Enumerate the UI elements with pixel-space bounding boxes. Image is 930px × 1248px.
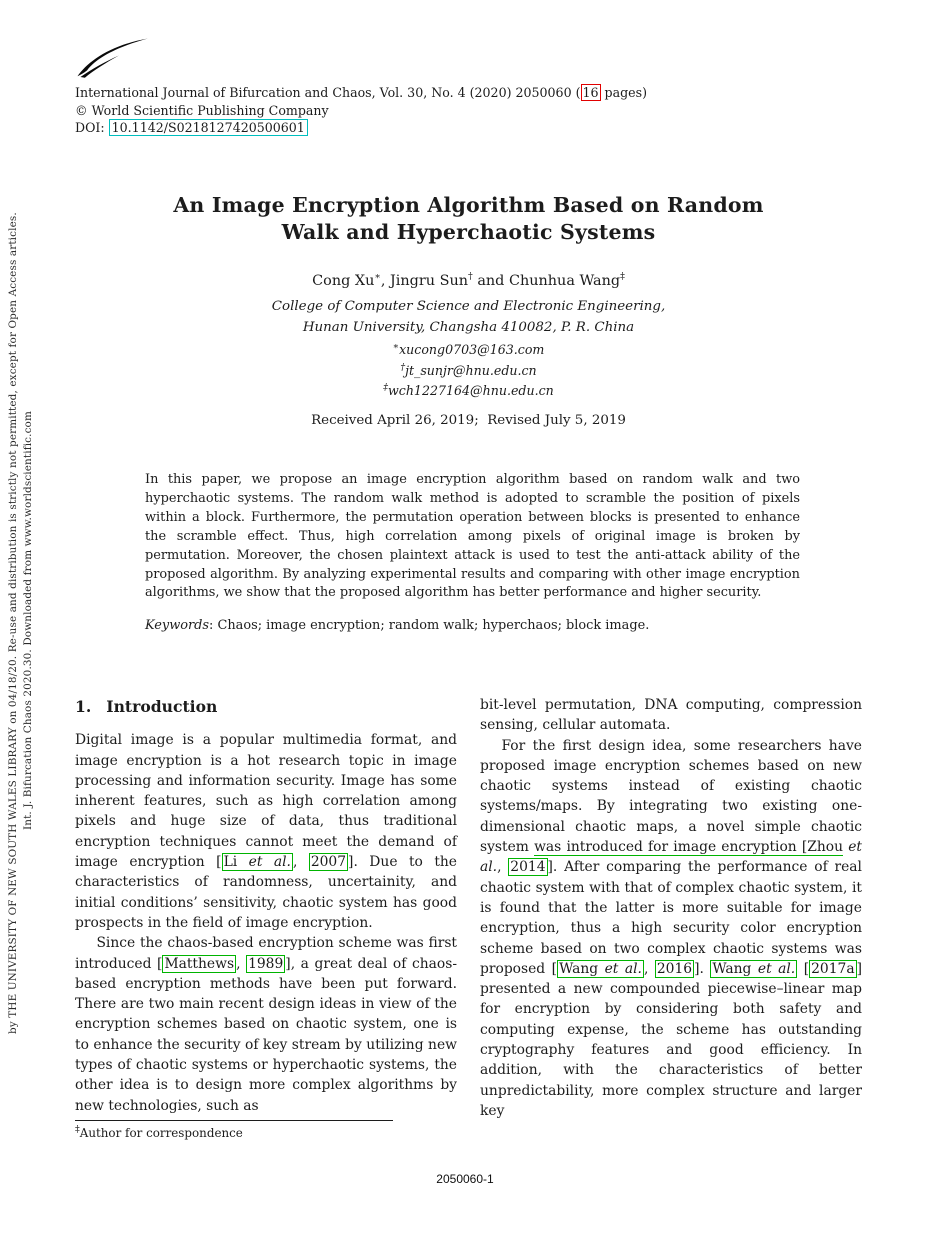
- text-segment: ,: [236, 955, 247, 972]
- paper-title-line-1: An Image Encryption Algorithm Based on Random: [173, 193, 764, 217]
- copyright-line: © World Scientific Publishing Company: [75, 102, 329, 118]
- body-column-right: [480, 695, 862, 1121]
- citation-link[interactable]: 2007: [310, 854, 347, 871]
- author-3-mark: ‡: [620, 271, 625, 283]
- section-1-heading: [75, 697, 457, 717]
- body-paragraph: [480, 695, 862, 736]
- footnote-text: Author for correspondence: [79, 1126, 243, 1140]
- paper-title-line-2: Walk and Hyperchaotic Systems: [281, 219, 656, 244]
- citation-link[interactable]: 2014: [510, 859, 546, 876]
- world-scientific-logo-icon: [76, 36, 150, 81]
- section-1-title: Introduction: [106, 697, 218, 716]
- citation-link[interactable]: 2016: [656, 960, 693, 977]
- journal-info-post: pages): [600, 85, 648, 100]
- abstract-text: In this paper, we propose an image encryption algorithm based on random walk and two hyperchaotic systems. The random walk method is adopted to scramble the position of pixels within a block. Furthermore, the permutation operation between blocks is presented to enhance the scramble effect. Thus, high correlation among pixels of original image is broken by permutation. Moreover, the chosen plaintext attack is used to test the anti-attack ability of the proposed algorithm. By analyzing experimental results and comparing with other image encryption algorithms, we show that the proposed algorithm has better performance and higher security.: [145, 472, 800, 601]
- correspondence-footnote: [75, 1120, 393, 1140]
- text-segment: bit-level permutation, DNA computing, compression sensing, cellular automata.: [480, 697, 862, 734]
- author-separator: ,: [380, 273, 391, 289]
- text-segment: [: [797, 960, 810, 977]
- text-segment: ]. Due to the characteristics of randomness, uncertainity, and initial conditions’ sensitivity, chaotic system has good prospects in the field of image encryption.: [75, 854, 457, 931]
- journal-info-pre: International Journal of Bifurcation and Chaos, Vol. 30, No. 4 (2020) 2050060 (: [75, 85, 581, 100]
- body-paragraph: [480, 736, 862, 1122]
- journal-info-line: [75, 84, 647, 102]
- citation-link[interactable]: et al.: [248, 854, 291, 871]
- citation-link[interactable]: et al.: [757, 960, 796, 977]
- affiliation-line-2: Hunan University, Changsha 410082, P. R. China: [302, 319, 635, 335]
- text-segment: ] presented a new compounded piecewise–linear map for encryption by considering both safety and computing expense, the scheme has outstanding cryptography features and good efficiency. In addition, with the characteristics of better unpredictability, more complex structure and larger key: [480, 960, 863, 1119]
- text-segment: ,: [292, 854, 309, 871]
- citation-link[interactable]: Li: [223, 854, 249, 871]
- keywords-line: [145, 618, 800, 633]
- received-line: Received April 26, 2019; Revised July 5, 2019: [311, 413, 626, 428]
- email-line-1: [75, 340, 862, 361]
- citation-link: was introduced for image encryption [Zhou: [534, 839, 844, 856]
- text-segment: et al.: [480, 839, 862, 876]
- section-1-number: 1.: [75, 697, 92, 716]
- doi-label: DOI:: [75, 120, 109, 135]
- text-segment: Digital image is a popular multimedia format, and image encryption is a hot research topic in image processing and information security. Image has some inherent features, such as high correlation among pixels and huge size of data, thus traditional encryption techniques cannot meet the demand of image encryption [: [75, 732, 457, 871]
- page-number: 2050060-1: [436, 1172, 494, 1186]
- email-3-mark: ‡: [383, 381, 388, 393]
- pages-count-link[interactable]: 16: [582, 85, 599, 100]
- body-paragraph: [75, 730, 457, 933]
- footnote-mark: ‡: [75, 1124, 80, 1136]
- citation-link[interactable]: Matthews: [164, 955, 235, 972]
- doi-line: [75, 119, 647, 137]
- citation-link[interactable]: Wang: [559, 960, 605, 977]
- citation-link[interactable]: et al.: [604, 960, 642, 977]
- authors-line: [75, 273, 862, 289]
- email-1-address: xucong0703@163.com: [399, 342, 545, 357]
- affiliation-line-1: College of Computer Science and Electronic Engineering,: [271, 299, 666, 314]
- body-column-left: [75, 695, 457, 1116]
- keywords-list: : Chaos; image encryption; random walk; hyperchaos; block image.: [209, 618, 650, 633]
- email-line-2: [75, 361, 862, 382]
- keywords-label: Keywords: [145, 618, 210, 633]
- text-segment: For the first design idea, some researchers have proposed image encryption schemes based on new chaotic systems instead of existing chaotic systems/maps. By integrating two existing one-dimensional chaotic maps, a novel simple chaotic system: [480, 737, 862, 856]
- citation-link[interactable]: 1989: [248, 955, 284, 972]
- email-2-mark: †: [400, 361, 406, 373]
- email-1-mark: ∗: [392, 340, 400, 352]
- body-paragraph: [75, 933, 457, 1116]
- emails-block: [75, 340, 862, 402]
- text-segment: ,: [497, 859, 509, 876]
- email-line-3: [75, 381, 862, 402]
- text-segment: ], a great deal of chaos-based encryption methods have been put forward. There are two main recent design ideas in view of the encryption schemes based on chaotic system, one is to enhance the security of key stream by utilizing new types of chaotic systems or hyperchaotic systems, the other idea is to design more complex algorithms by new technologies, such as: [75, 955, 458, 1114]
- citation-link[interactable]: Wang: [712, 960, 758, 977]
- author-1: Cong Xu: [312, 273, 375, 289]
- text-segment: Since the chaos-based encryption scheme was first introduced [: [75, 935, 457, 972]
- sidebar-watermark-line-1: Int. J. Bifurcation Chaos 2020.30. Downloaded from www.worldscientific.com: [22, 411, 34, 830]
- text-segment: ,: [643, 960, 655, 977]
- doi-link[interactable]: 10.1142/S0218127420500601: [109, 119, 308, 136]
- email-2-address: jt_sunjr@hnu.edu.cn: [405, 362, 537, 378]
- email-3-address: wch1227164@hnu.edu.cn: [387, 383, 554, 398]
- sidebar-watermark-line-2: by THE UNIVERSITY OF NEW SOUTH WALES LIBRARY on 04/18/20. Re-use and distribution is strictly not permitted, except for Open Access articles.: [7, 212, 19, 1034]
- affiliation-block: [75, 297, 862, 338]
- paper-title: [75, 192, 862, 245]
- author-separator: and: [472, 273, 509, 289]
- author-2: Jingru Sun: [390, 273, 468, 289]
- author-1-mark: ∗: [374, 271, 381, 283]
- text-segment: ]. After comparing the performance of real chaotic system with that of complex chaotic system, it is found that the latter is more suitable for image encryption, thus a high security color encryption scheme based on two complex chaotic systems was proposed [: [480, 859, 862, 977]
- citation-link[interactable]: 2017a: [811, 960, 855, 977]
- author-2-mark: †: [468, 271, 473, 283]
- author-3: Chunhua Wang: [508, 273, 621, 289]
- text-segment: ].: [694, 960, 711, 977]
- header-block: [75, 84, 647, 137]
